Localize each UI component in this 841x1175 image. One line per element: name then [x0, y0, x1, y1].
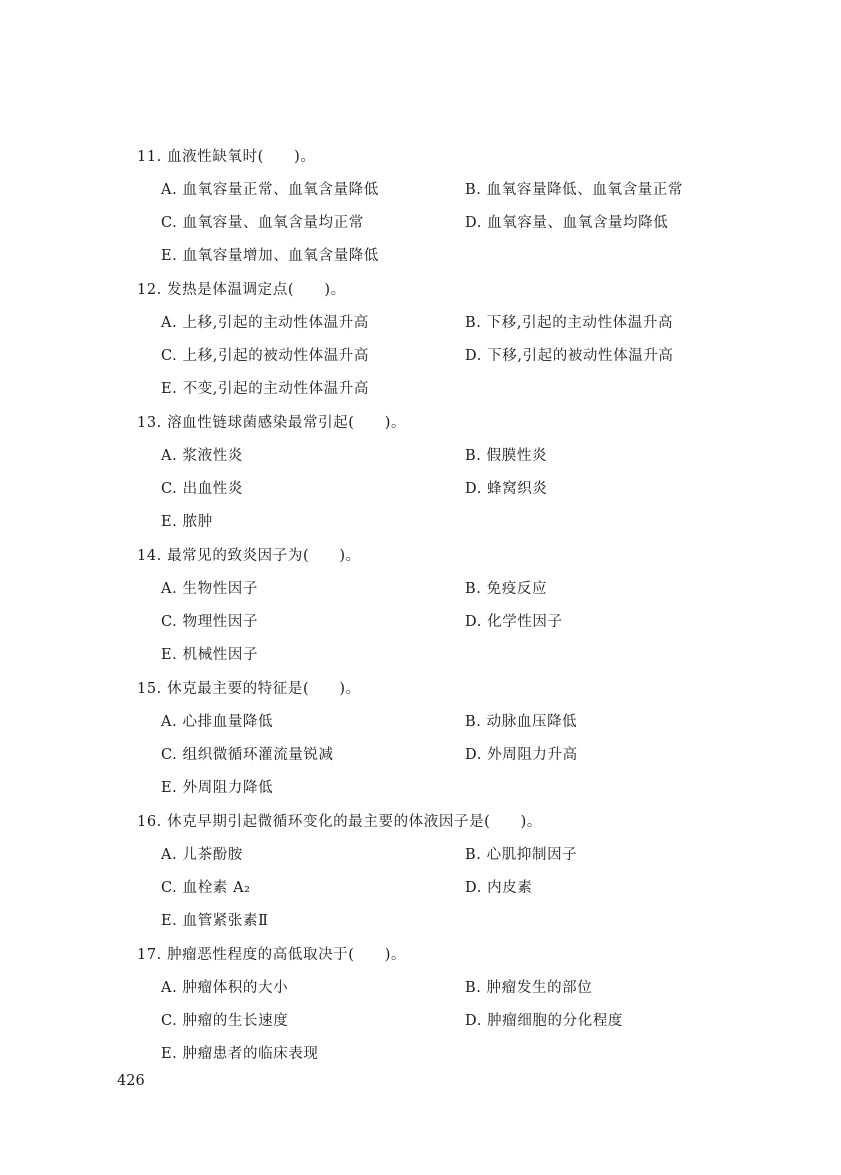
option-e: E. 肿瘤患者的临床表现 [161, 1046, 319, 1062]
option-e: E. 血氧容量增加、血氧含量降低 [161, 248, 379, 264]
option-c: C. 物理性因子 [161, 614, 259, 630]
option-d: D. 蜂窝织炎 [465, 481, 548, 497]
option-b: B. 肿瘤发生的部位 [465, 980, 593, 996]
page-number: 426 [117, 1073, 145, 1089]
option-c: C. 出血性炎 [161, 481, 243, 497]
option-e: E. 血管紧张素Ⅱ [161, 913, 269, 929]
option-b: B. 心肌抑制因子 [465, 847, 578, 863]
option-b: B. 动脉血压降低 [465, 714, 578, 730]
question-stem: 12. 发热是体温调定点( )。 [137, 282, 346, 298]
option-a: A. 心排血量降低 [161, 714, 274, 730]
option-b: B. 免疫反应 [465, 581, 548, 597]
option-a: A. 肿瘤体积的大小 [161, 980, 289, 996]
option-a: A. 浆液性炎 [161, 448, 243, 464]
option-e: E. 脓肿 [161, 514, 213, 530]
option-d: D. 肿瘤细胞的分化程度 [465, 1013, 624, 1029]
option-e: E. 外周阻力降低 [161, 780, 274, 796]
option-a: A. 儿茶酚胺 [161, 847, 243, 863]
option-d: D. 内皮素 [465, 880, 533, 896]
question-stem: 16. 休克早期引起微循环变化的最主要的体液因子是( )。 [137, 814, 542, 830]
option-d: D. 化学性因子 [465, 614, 563, 630]
option-a: A. 上移,引起的主动性体温升高 [161, 315, 369, 331]
option-d: D. 外周阻力升高 [465, 747, 578, 763]
question-stem: 15. 休克最主要的特征是( )。 [137, 681, 361, 697]
option-b: B. 下移,引起的主动性体温升高 [465, 315, 674, 331]
option-c: C. 组织微循环灌流量锐减 [161, 747, 334, 763]
question-stem: 14. 最常见的致炎因子为( )。 [137, 548, 361, 564]
option-e: E. 不变,引起的主动性体温升高 [161, 381, 370, 397]
question-stem: 17. 肿瘤恶性程度的高低取决于( )。 [137, 947, 407, 963]
option-c: C. 血栓素 A₂ [161, 880, 251, 896]
option-e: E. 机械性因子 [161, 647, 259, 663]
option-c: C. 上移,引起的被动性体温升高 [161, 348, 370, 364]
option-b: B. 血氧容量降低、血氧含量正常 [465, 182, 683, 198]
option-d: D. 下移,引起的被动性体温升高 [465, 348, 674, 364]
option-c: C. 血氧容量、血氧含量均正常 [161, 215, 364, 231]
option-a: A. 生物性因子 [161, 581, 258, 597]
option-a: A. 血氧容量正常、血氧含量降低 [161, 182, 379, 198]
question-stem: 11. 血液性缺氧时( )。 [137, 149, 316, 165]
option-b: B. 假膜性炎 [465, 448, 548, 464]
option-d: D. 血氧容量、血氧含量均降低 [465, 215, 669, 231]
question-stem: 13. 溶血性链球菌感染最常引起( )。 [137, 415, 407, 431]
option-c: C. 肿瘤的生长速度 [161, 1013, 289, 1029]
